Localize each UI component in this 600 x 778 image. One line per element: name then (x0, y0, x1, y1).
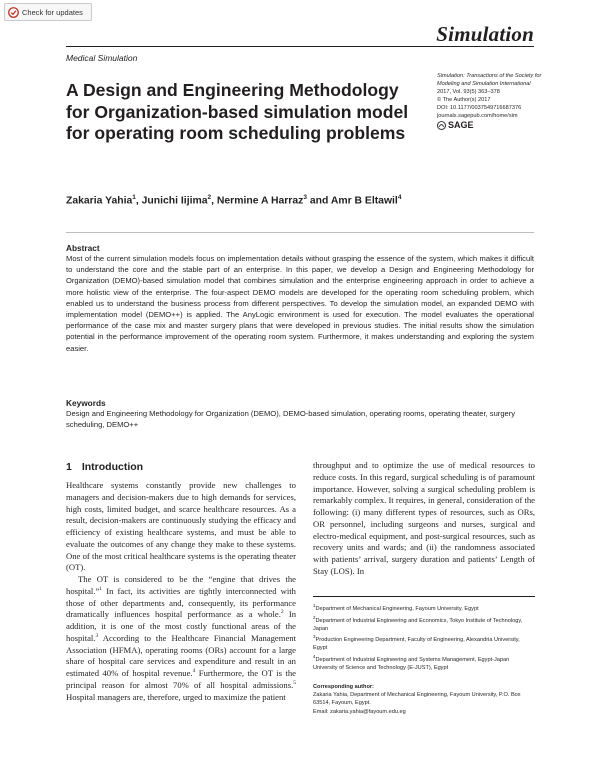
check-for-updates-label: Check for updates (22, 7, 83, 17)
paragraph-text: Hospital managers are, therefore, urged to maximize the patient (66, 691, 286, 702)
affiliation-item (313, 602, 535, 613)
corresponding-heading: Corresponding author: (313, 684, 374, 690)
affiliation-text: Department of Industrial Engineering and Systems Management, Egypt-Japan University of Science and Technology (E-JUST), Egypt (313, 656, 510, 672)
citation-ref[interactable]: 3 (95, 632, 99, 639)
citation-ref[interactable]: 4 (192, 668, 196, 675)
corresponding-author (313, 683, 535, 716)
citation-ref[interactable]: 5 (293, 679, 296, 686)
corresponding-address: Zakaria Yahia, Department of Mechanical Engineering, Fayoum University, P.O. Box 63514, Fayoum, Egypt. (313, 692, 521, 707)
body-right-column (313, 460, 535, 578)
author-affil-ref: 3 (303, 194, 307, 201)
paragraph-text: In addition, it is one of the most costly functional areas of the hospital. (66, 609, 297, 643)
journal-doi[interactable]: DOI: 10.1177/0037549716687376 (437, 105, 522, 112)
affiliation-text: Department of Industrial Engineering and Economics, Tokyo Institute of Technology, Japan (313, 617, 523, 632)
paragraph: throughput and to optimize the use of medical resources to reduce costs. In this regard, surgical scheduling is of paramount importance. However, solving a surgical scheduling problem is remarkably complex. It requires, in general, consideration of the following: (i) many different types of resources, such as ORs, OR personnel, including surgeons and nurses, surgical and electro-medical equipment, and post-surgical resources, such as recovery units and wards; and (ii) the randomness associated with patients’ arrival, surgery duration and patients’ Length of Stay (LOS). In (313, 460, 536, 576)
affiliations (313, 602, 535, 673)
author-separator: , (135, 195, 142, 207)
author-list (66, 194, 401, 206)
check-for-updates-badge[interactable] (4, 3, 92, 21)
author-separator: and (306, 195, 331, 207)
keywords-heading: Keywords (66, 398, 106, 408)
journal-volume: 2017, Vol. 93(5) 363–378 (437, 89, 500, 96)
paragraph-text: The OT is considered to be the “engine that drives the hospital.” (66, 574, 296, 596)
affiliation-text: Production Engineering Department, Faculty of Engineering, Alexandria University, Egypt (313, 637, 520, 652)
author-name[interactable]: Nermine A Harraz (216, 195, 304, 207)
publisher-logo (437, 121, 562, 130)
author-separator: , (211, 195, 217, 207)
journal-full-name: Simulation: Transactions of the Society for Modeling and Simulation International (437, 73, 542, 88)
abstract-text: Most of the current simulation models focus on implementation details without grasping the essence of the system, which makes it difficult to understand the core and the stable part of an enterprise. In this paper, we develop a Design and Engineering Methodology for Organization (DEMO)-based simulation model that combines simulation and the enterprise engineering approach in order to achieve a more holistic view of the enterprise. The four-aspect DEMO models are developed for the operating room scheduling problem, which enabled us to understand the business process from different perspectives. To develop the simulation model, an expanded DEMO with implementation model (DEMO++) is applied. The AnyLogic environment is used for execution. The model evaluates the operational performance of the case mix and master surgery plans that were developed in previous studies. The initial results show the simulation potential in the performance improvement of the operating room system. Furthermore, it makes understanding and exploring the system easier. (66, 254, 534, 353)
paragraph-text: In fact, its activities are tightly interconnected with those of other departments and, consequently, its performance dramatically influences hospital performance as a whole. (66, 585, 296, 620)
paragraph-text: Furthermore, the OT is the principal reason for almost 70% of all hospital admissions. (66, 668, 297, 690)
journal-copyright: © The Author(s) 2017 (437, 97, 491, 104)
check-updates-icon (8, 7, 19, 18)
author-name[interactable]: Amr B Eltawil (330, 195, 398, 207)
affiliation-item (313, 633, 535, 652)
abstract-divider (66, 232, 534, 233)
author-affil-ref: 2 (207, 194, 212, 201)
affiliation-number: 4 (313, 654, 316, 660)
journal-brand: Simulation (436, 22, 534, 46)
affiliation-number: 3 (313, 634, 316, 640)
author-name[interactable]: Junichi Iijima (141, 195, 208, 207)
affiliation-number: 2 (313, 614, 316, 620)
keywords-text: Design and Engineering Methodology for Organization (DEMO), DEMO-based simulation, operating rooms, operating theater, surgery scheduling, DEMO++ (66, 409, 516, 430)
affiliation-text: Department of Mechanical Engineering, Fayoum University, Egypt (315, 605, 479, 612)
sage-logo-icon (437, 121, 446, 130)
abstract-heading: Abstract (66, 243, 100, 253)
header-rule (66, 46, 534, 47)
author-affil-ref: 4 (397, 194, 402, 201)
citation-ref[interactable]: 1 (99, 585, 103, 592)
journal-url[interactable]: journals.sagepub.com/home/sim (437, 113, 518, 120)
section-title: Introduction (81, 461, 144, 473)
section-label: Medical Simulation (66, 53, 138, 63)
affiliation-number: 1 (313, 603, 316, 608)
paragraph: Healthcare systems constantly provide new challenges to managers and decision-makers due to high demands for services, high costs, limited budget, and scarce healthcare resources. As a result, decision-makers are continuously studying the efficacy and efficiency of existing healthcare systems, and must be able to evaluate the outcomes of any change they make to these systems. One of the most critical healthcare systems is the operating theater (OT). (66, 480, 296, 573)
introduction-heading (66, 461, 143, 473)
author-name[interactable]: Zakaria Yahia (66, 195, 133, 207)
corresponding-email[interactable]: Email: zakaria.yahia@fayoum.edu.eg (313, 708, 406, 715)
citation-ref[interactable]: 2 (280, 609, 284, 616)
author-affil-ref: 1 (132, 194, 136, 201)
footnote-rule (313, 596, 535, 597)
journal-info (437, 72, 562, 130)
article-title: A Design and Engineering Methodology for Organization-based simulation model for operating room scheduling problems (66, 80, 409, 143)
paragraph (66, 574, 296, 703)
affiliation-item (313, 614, 535, 633)
body-left-column (66, 480, 296, 703)
affiliation-item (313, 653, 535, 672)
publisher-name: SAGE (448, 120, 474, 131)
section-number: 1 (66, 461, 72, 473)
paragraph-text: According to the Healthcare Financial Management Association (HFMA), operating rooms (ORs) account for a large share of hospital care services and expenditure and result in an estimated 40% of hospital revenue. (66, 632, 296, 678)
